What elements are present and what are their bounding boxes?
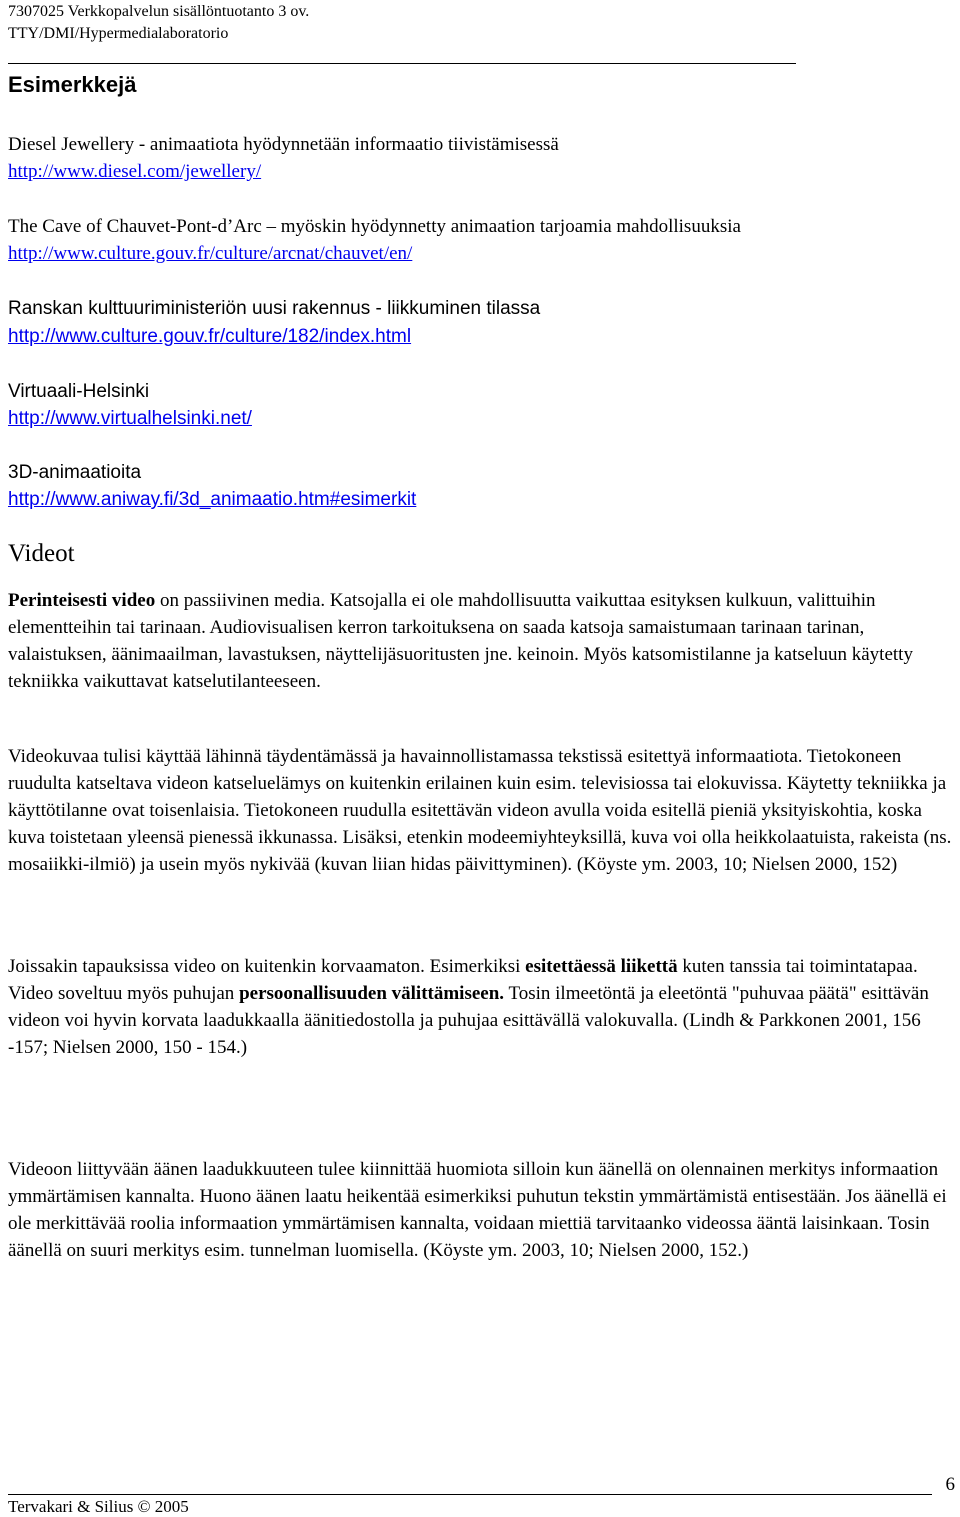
- section-title: Esimerkkejä: [8, 72, 137, 97]
- example-description: Ranskan kulttuuriministeriön uusi rakennus - liikkuminen tilassa: [8, 298, 541, 319]
- example-link[interactable]: http://www.aniway.fi/3d_animaatio.htm#esimerkit: [8, 489, 417, 510]
- footer-credit: Tervakari & Silius © 2005: [8, 1497, 189, 1516]
- header-divider: [8, 63, 796, 64]
- page-number: 6: [945, 1474, 955, 1495]
- paragraph-passive-media: [8, 587, 953, 695]
- header-course-title: 7307025 Verkkopalvelun sisällöntuotanto 3 ov.: [8, 3, 310, 20]
- example-link[interactable]: http://www.culture.gouv.fr/culture/arcnat/chauvet/en/: [8, 243, 413, 264]
- example-description: Virtuaali-Helsinki: [8, 381, 150, 402]
- example-description: The Cave of Chauvet-Pont-d’Arc – myöskin hyödynnetty animaation tarjoamia mahdollisuuksia: [8, 216, 741, 237]
- bold-phrase: esitettäessä liikettä: [525, 956, 678, 977]
- example-link[interactable]: http://www.culture.gouv.fr/culture/182/index.html: [8, 326, 412, 347]
- bold-phrase: persoonallisuuden välittämiseen.: [239, 983, 505, 1004]
- paragraph-video-use: Videokuvaa tulisi käyttää lähinnä täydentämässä ja havainnollistamassa tekstissä esitettyä informaatiota. Tietokoneen ruudulta katseltava videon katseluelämys on kuitenkin erilainen kuin esim. televisiossa tai elokuvissa. Käytetty tekniikka ja käyttötilanne ovat toisenlaisia. Tietokoneen ruudulla esitettävän videon avulla voida esitellä pieniä yksityiskohtia, koska kuva toistetaan yleensä pienessä ikkunassa. Lisäksi, etenkin modeemiyhteyksillä, kuva voi olla heikkolaatuista, rakeista (ns. mosaiikki-ilmiö) ja usein myös nykivää (kuvan liian hidas päivittyminen). (Köyste ym. 2003, 10; Nielsen 2000, 152): [8, 746, 952, 875]
- bold-phrase: Perinteisesti video: [8, 590, 156, 611]
- example-description: Diesel Jewellery - animaatiota hyödynnetään informaatio tiivistämisessä: [8, 134, 559, 155]
- example-description: 3D-animaatioita: [8, 462, 142, 483]
- paragraph-video-irreplaceable: [8, 953, 953, 1061]
- paragraph-audio-quality: Videoon liittyvään äänen laadukkuuteen tulee kiinnittää huomiota silloin kun äänellä on olennainen merkitys informaation ymmärtämisen kannalta. Huono äänen laatu heikentää esimerkiksi puhutun tekstin ymmärtämistä entisestään. Jos äänellä ei ole merkittävää roolia informaation ymmärtämisen kannalta, voidaan miettiä tarvitaanko videossa ääntä laisinkaan. Tosin äänellä on suuri merkitys esim. tunnelman luomisella. (Köyste ym. 2003, 10; Nielsen 2000, 152.): [8, 1159, 947, 1261]
- paragraph-text: Joissakin tapauksissa video on kuitenkin korvaamaton. Esimerkiksi: [8, 956, 526, 977]
- paragraph-text: on passiivinen media. Katsojalla ei ole mahdollisuutta vaikuttaa esityksen kulkuun, valittuihin elementteihin tai tarinaan. Audiovisualisen kerron tarkoituksena on saada katsoja samaistumaan tarinaan tarinan, valaistuksen, äänimaailman, lavastuksen, näyttelijäsuoritusten jne. keinoin. Myös katsomistilanne ja katseluun käytetty tekniikka vaikuttavat katselutilanteeseen.: [8, 590, 913, 692]
- videot-heading: Videot: [8, 540, 75, 567]
- footer-divider: [8, 1494, 932, 1495]
- paragraph-text: kuten tanssia tai toimintatapaa. Video soveltuu myös puhujan: [8, 956, 918, 1004]
- example-link[interactable]: http://www.virtualhelsinki.net/: [8, 408, 252, 429]
- header-department: TTY/DMI/Hypermedialaboratorio: [8, 25, 229, 42]
- paragraph-text: Tosin ilmeetöntä ja eleetöntä "puhuvaa päätä" esittävän videon voi hyvin korvata laadukkaalla äänitiedostolla ja puhujaa esittävällä valokuvalla. (Lindh & Parkkonen 2001, 156 -157; Nielsen 2000, 150 - 154.): [8, 983, 929, 1058]
- example-link[interactable]: http://www.diesel.com/jewellery/: [8, 161, 262, 182]
